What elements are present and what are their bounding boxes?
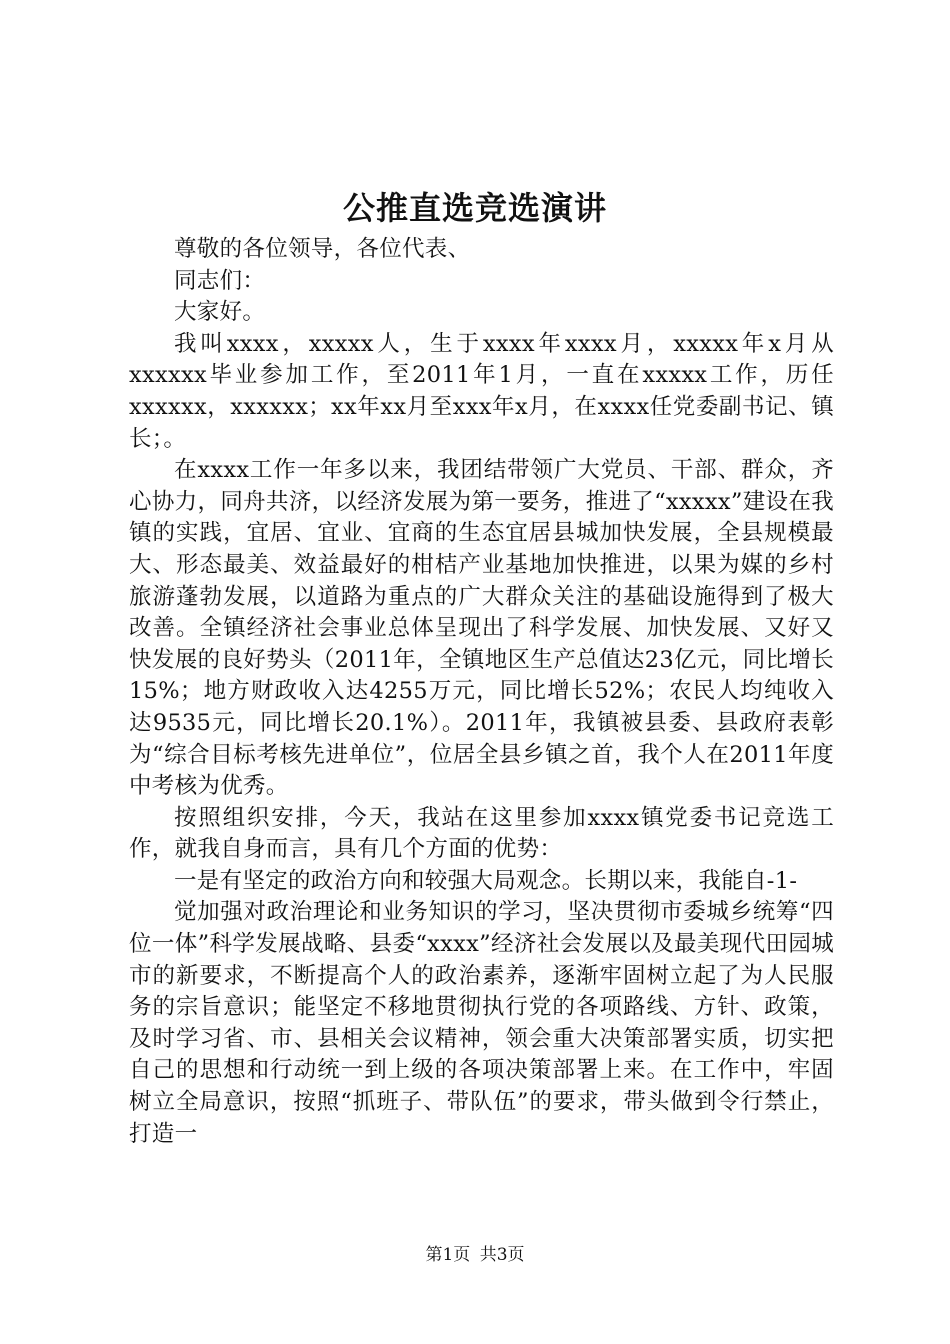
body-paragraph: 觉加强对政治理论和业务知识的学习，坚决贯彻市委城乡统筹“四位一体”科学发展战略、县委“xxxx”经济社会发展以及最美现代田园城市的新要求，不断提高个人的政治素养，逐渐牢固树立起了为人民服务的宗旨意识；能坚定不移地贯彻执行党的各项路线、方针、政策，及时学习省、市、县相关会议精神，领会重大决策部署实质，切实把自己的思想和行动统一到上级的各项决策部署上来。在工作中，牢固树立全局意识，按照“抓班子、带队伍”的要求，带头做到令行禁止，打造一 xyxy=(129,899,834,1147)
salutation-line: 同志们： xyxy=(174,267,266,294)
document-body xyxy=(129,234,834,1150)
body-paragraph: 按照组织安排，今天，我站在这里参加xxxx镇党委书记竞选工作，就我自身而言，具有几个方面的优势： xyxy=(129,804,834,863)
greeting-line: 大家好。 xyxy=(174,299,266,326)
page-number: 第1页 xyxy=(425,1245,471,1265)
body-paragraph: 我叫xxxx，xxxxx人，生于xxxx年xxxx月，xxxxx年x月从xxxxxx毕业参加工作，至2011年1月，一直在xxxxx工作，历任xxxxxx，xxxxxx；xx年xx月至xxx年x月，在xxxx任党委副书记、镇长；。 xyxy=(129,330,834,452)
salutation-line: 尊敬的各位领导，各位代表、 xyxy=(174,236,471,262)
document-title: 公推直选竞选演讲 xyxy=(342,189,607,227)
page-footer xyxy=(0,1243,950,1267)
body-paragraph: 在xxxx工作一年多以来，我团结带领广大党员、干部、群众，齐心协力，同舟共济，以经济发展为第一要务，推进了“xxxxx”建设在我镇的实践，宜居、宜业、宜商的生态宜居县城加快发展，全县规模最大、形态最美、效益最好的柑桔产业基地加快推进，以果为媒的乡村旅游蓬勃发展，以道路为重点的广大群众关注的基础设施得到了极大改善。全镇经济社会事业总体呈现出了科学发展、加快发展、又好又快发展的良好势头（2011年，全镇地区生产总值达23亿元，同比增长15%；地方财政收入达4255万元，同比增长52%；农民人均纯收入达9535元，同比增长20.1%）。2011年，我镇被县委、县政府表彰为“综合目标考核先进单位”，位居全县乡镇之首，我个人在2011年度中考核为优秀。 xyxy=(129,457,834,800)
page-total: 共3页 xyxy=(479,1245,525,1265)
body-paragraph: 一是有坚定的政治方向和较强大局观念。长期以来，我能自-1- xyxy=(174,867,798,894)
